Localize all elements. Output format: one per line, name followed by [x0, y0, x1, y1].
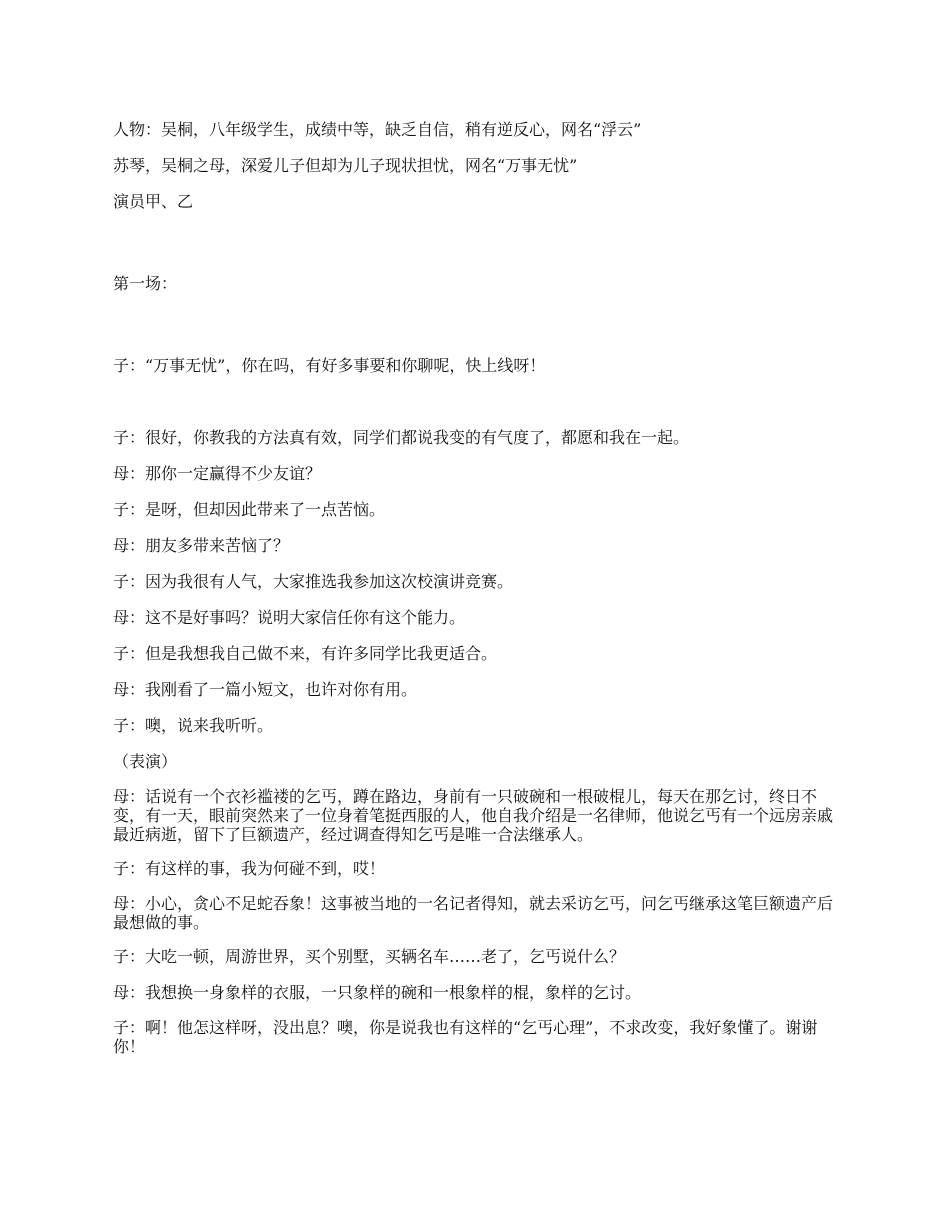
- dialogue-line: 子：大吃一顿，周游世界，买个别墅，买辆名车……老了，乞丐说什么？: [113, 947, 626, 966]
- dialogue-line: 母：我刚看了一篇小短文，也许对你有用。: [113, 680, 418, 699]
- dialogue-line: 母：那你一定赢得不少友谊？: [113, 464, 322, 483]
- dialogue-line: 母：话说有一个衣衫褴褛的乞丐，蹲在路边，身前有一只破碗和一根破棍儿，每天在那乞讨，终日不变，有一天，眼前突然来了一位身着笔挺西服的人，他自我介绍是一名律师，他说乞丐有一个远房亲戚最近病逝，留下了巨额遗产，经过调查得知乞丐是唯一合法继承人。: [113, 787, 834, 844]
- dialogue-line: 母：朋友多带来苦恼了？: [113, 536, 290, 555]
- document-body: [113, 119, 841, 1070]
- dialogue-line: 母：小心，贪心不足蛇吞象！这事被当地的一名记者得知，就去采访乞丐，问乞丐继承这笔巨额遗产后最想做的事。: [113, 894, 834, 932]
- cast-line-actors: 演员甲、乙: [113, 192, 194, 211]
- cast-line-suqin: 苏琴，吴桐之母，深爱儿子但却为儿子现状担忧，网名“万事无忧”: [113, 156, 578, 175]
- scene-heading: 第一场：: [113, 274, 178, 293]
- dialogue-line: 子：很好，你教我的方法真有效，同学们都说我变的有气度了，都愿和我在一起。: [113, 428, 690, 447]
- stage-direction: （表演）: [113, 752, 178, 771]
- dialogue-line: 子：因为我很有人气，大家推选我参加这次校演讲竞赛。: [113, 572, 514, 591]
- dialogue-line: 子：“万事无忧”，你在吗，有好多事要和你聊呢，快上线呀！: [113, 356, 546, 375]
- cast-line-wutong: 人物：吴桐，八年级学生，成绩中等，缺乏自信，稍有逆反心，网名“浮云”: [113, 120, 642, 139]
- dialogue-line: 母：我想换一身象样的衣服，一只象样的碗和一根象样的棍，象样的乞讨。: [113, 983, 642, 1002]
- dialogue-line: 子：有这样的事，我为何碰不到，哎！: [113, 859, 386, 878]
- dialogue-line: 子：是呀，但却因此带来了一点苦恼。: [113, 500, 386, 519]
- dialogue-line: 子：噢，说来我听听。: [113, 716, 274, 735]
- dialogue-line: 母：这不是好事吗？说明大家信任你有这个能力。: [113, 608, 466, 627]
- dialogue-line: 子：啊！他怎这样呀，没出息？噢，你是说我也有这样的“乞丐心理”，不求改变，我好象懂了。谢谢你！: [113, 1018, 818, 1056]
- dialogue-line: 子：但是我想我自己做不来，有许多同学比我更适合。: [113, 644, 498, 663]
